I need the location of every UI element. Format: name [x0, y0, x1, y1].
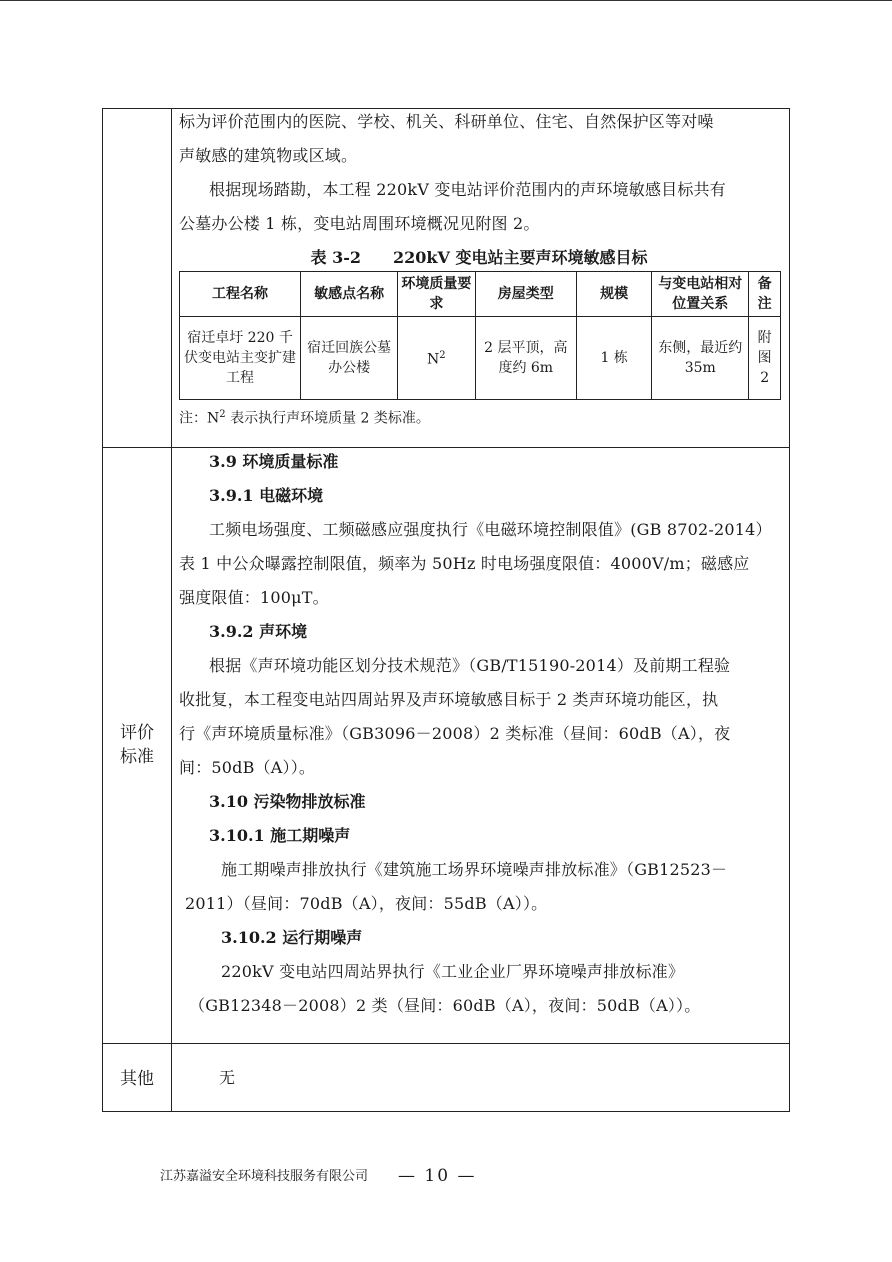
heading-3-9: 3.9 环境质量标准	[209, 452, 339, 471]
cell-scale: 1 栋	[577, 317, 652, 400]
table-caption: 表 3-2 220kV 变电站主要声环境敏感目标	[310, 248, 648, 267]
header-point: 敏感点名称	[301, 272, 398, 317]
table-row	[180, 317, 781, 400]
paragraph-line: 工频电场强度、工频磁感应强度执行《电磁环境控制限值》(GB 8702-2014）	[209, 520, 772, 539]
document-table	[102, 108, 790, 1112]
cell-house: 2 层平顶，高度约 6m	[475, 317, 576, 400]
other-section	[173, 1061, 785, 1095]
paragraph-line: 公墓办公楼 1 栋，变电站周围环境概况见附图 2。	[179, 214, 540, 233]
footer-company: 江苏嘉溢安全环境科技服务有限公司	[160, 1169, 369, 1184]
paragraph-line: 强度限值：100μT。	[179, 588, 329, 607]
evaluation-standard-section	[173, 445, 785, 1023]
paragraph-line: 行《声环境质量标准》（GB3096－2008）2 类标准（昼间：60dB（A），夜	[179, 724, 731, 743]
table-header-row	[180, 272, 781, 317]
header-scale: 规模	[577, 272, 652, 317]
heading-3-9-1: 3.9.1 电磁环境	[209, 486, 324, 505]
paragraph-line: 声敏感的建筑物或区域。	[179, 146, 358, 165]
page-number: — 10 —	[398, 1166, 477, 1186]
quality-value: N	[427, 351, 440, 368]
cell-remark: 附图 2	[749, 317, 781, 400]
top-border-line	[0, 0, 892, 1]
row-divider-2	[103, 1043, 789, 1044]
paragraph-line: 根据《声环境功能区划分技术规范》（GB/T15190-2014）及前期工程验	[209, 656, 731, 675]
note-prefix: 注：N	[179, 410, 220, 427]
heading-3-10: 3.10 污染物排放标准	[209, 792, 366, 811]
header-remark: 备注	[749, 272, 781, 317]
paragraph-line: 标为评价范围内的医院、学校、机关、科研单位、住宅、自然保护区等对噪	[179, 112, 714, 131]
heading-3-10-2: 3.10.2 运行期噪声	[221, 928, 363, 947]
note-superscript: 2	[219, 409, 226, 420]
quality-superscript: 2	[439, 350, 446, 362]
evaluation-standard-label: 评价标准	[120, 723, 154, 767]
paragraph-line: 根据现场踏勘，本工程 220kV 变电站评价范围内的声环境敏感目标共有	[209, 180, 726, 199]
header-house: 房屋类型	[475, 272, 576, 317]
paragraph-line: 220kV 变电站四周站界执行《工业企业厂界环境噪声排放标准》	[221, 962, 685, 981]
heading-3-9-2: 3.9.2 声环境	[209, 622, 308, 641]
cell-quality	[398, 317, 475, 400]
sensitive-targets-section	[173, 105, 785, 430]
other-value: 无	[219, 1068, 236, 1087]
header-project: 工程名称	[180, 272, 301, 317]
other-label: 其他	[120, 1069, 154, 1089]
table-note	[179, 404, 785, 430]
cell-project: 宿迁卓圩 220 千伏变电站主变扩建工程	[180, 317, 301, 400]
paragraph-line: （GB12348－2008）2 类（昼间：60dB（A），夜间：50dB（A））。	[189, 996, 701, 1015]
heading-3-10-1: 3.10.1 施工期噪声	[209, 826, 351, 845]
paragraph-line: 表 1 中公众曝露控制限值，频率为 50Hz 时电场强度限值：4000V/m；磁感应	[179, 554, 750, 573]
header-relation: 与变电站相对位置关系	[652, 272, 749, 317]
sensitive-targets-table	[179, 271, 781, 400]
header-quality: 环境质量要求	[398, 272, 475, 317]
note-suffix: 表示执行声环境质量 2 类标准。	[225, 410, 430, 427]
paragraph-line: 2011）（昼间：70dB（A），夜间：55dB（A））。	[185, 894, 548, 913]
paragraph-line: 间：50dB（A））。	[179, 758, 316, 777]
column-divider	[171, 109, 172, 1111]
paragraph-line: 施工期噪声排放执行《建筑施工场界环境噪声排放标准》（GB12523－	[221, 860, 728, 879]
paragraph-line: 收批复，本工程变电站四周站界及声环境敏感目标于 2 类声环境功能区，执	[179, 690, 719, 709]
cell-point: 宿迁回族公墓办公楼	[301, 317, 398, 400]
cell-relation: 东侧，最近约 35m	[652, 317, 749, 400]
